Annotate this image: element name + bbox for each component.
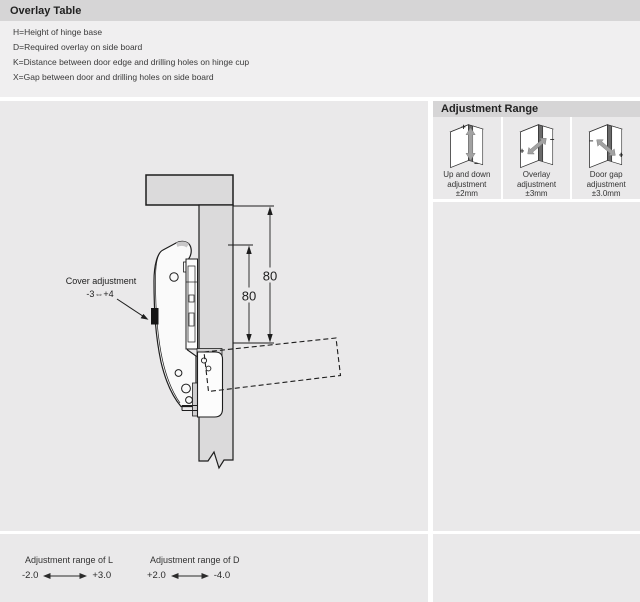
range-l-title: Adjustment range of L bbox=[25, 555, 114, 565]
plate-screw-hole bbox=[206, 366, 211, 371]
range-d-values bbox=[147, 570, 240, 581]
arm-hole bbox=[170, 273, 178, 281]
svg-text:−: − bbox=[549, 134, 554, 144]
cover-adjustment-range: -3⇔+4 bbox=[86, 289, 114, 299]
range-d-max: -4.0 bbox=[213, 570, 231, 581]
overlay-table-header: Overlay Table bbox=[0, 0, 640, 21]
range-l-min: -2.0 bbox=[22, 570, 39, 581]
dimension-value-outer: 80 bbox=[262, 268, 278, 284]
adjustment-item-door-gap bbox=[572, 117, 640, 199]
legend-line-k: K=Distance between door edge and drilling holes on hinge cup bbox=[13, 57, 250, 67]
up-down-adjustment-icon bbox=[447, 119, 487, 169]
overlay-table-legend bbox=[0, 21, 640, 85]
range-d-title: Adjustment range of D bbox=[150, 555, 240, 565]
range-arrow-icon bbox=[171, 572, 209, 580]
dim-arrowhead bbox=[246, 334, 251, 343]
bottom-right-filler bbox=[433, 534, 640, 602]
cover-adjustment-knob bbox=[151, 308, 159, 325]
dim-arrowhead bbox=[267, 334, 272, 343]
range-block-l bbox=[22, 555, 113, 581]
adjustment-range-section bbox=[433, 101, 640, 531]
top-board bbox=[146, 175, 233, 205]
arm-hole bbox=[182, 384, 191, 393]
legend-line-d: D=Required overlay on side board bbox=[13, 42, 143, 52]
right-panel-filler bbox=[433, 202, 640, 531]
range-block-d bbox=[147, 555, 240, 581]
range-l-values bbox=[22, 570, 113, 581]
dim-arrowhead bbox=[267, 207, 272, 216]
hinge-diagram bbox=[0, 101, 428, 531]
adjustment-icons-row bbox=[433, 117, 640, 199]
adjustment-item-label: Door gap adjustment ±3.0mm bbox=[586, 170, 626, 198]
hinge-drawing-area bbox=[0, 101, 428, 531]
arm-hole bbox=[186, 397, 193, 404]
svg-text:+: + bbox=[519, 146, 524, 156]
range-arrow-icon bbox=[43, 572, 87, 580]
legend-line-x: X=Gap between door and drilling holes on side board bbox=[13, 72, 214, 82]
range-l-max: +3.0 bbox=[92, 570, 112, 581]
cover-adjustment-label: Cover adjustment bbox=[65, 276, 137, 286]
plate-screw-hole bbox=[201, 358, 206, 363]
legend-line-h: H=Height of hinge base bbox=[13, 27, 103, 37]
callout-leader-line bbox=[117, 299, 145, 318]
adjustment-item-label: Overlay adjustment ±3mm bbox=[516, 170, 557, 198]
door-gap-adjustment-icon bbox=[586, 119, 626, 169]
svg-text:−: − bbox=[588, 136, 594, 146]
svg-text:+: + bbox=[618, 150, 624, 160]
overlay-table-section bbox=[0, 0, 640, 97]
adjustment-item-label: Up and down adjustment ±2mm bbox=[443, 170, 491, 198]
svg-text:+: + bbox=[460, 122, 466, 132]
arm-hole bbox=[175, 370, 182, 377]
overlay-adjustment-icon bbox=[517, 119, 557, 169]
range-d-min: +2.0 bbox=[147, 570, 166, 581]
adjustment-item-up-down bbox=[433, 117, 501, 199]
adjustment-range-header: Adjustment Range bbox=[433, 101, 640, 117]
adjustment-ranges-footer bbox=[0, 534, 428, 602]
side-board bbox=[199, 205, 233, 468]
adjustment-item-overlay bbox=[503, 117, 571, 199]
svg-text:−: − bbox=[473, 159, 479, 169]
dim-arrowhead bbox=[246, 246, 251, 255]
dimension-value-inner: 80 bbox=[241, 288, 257, 304]
